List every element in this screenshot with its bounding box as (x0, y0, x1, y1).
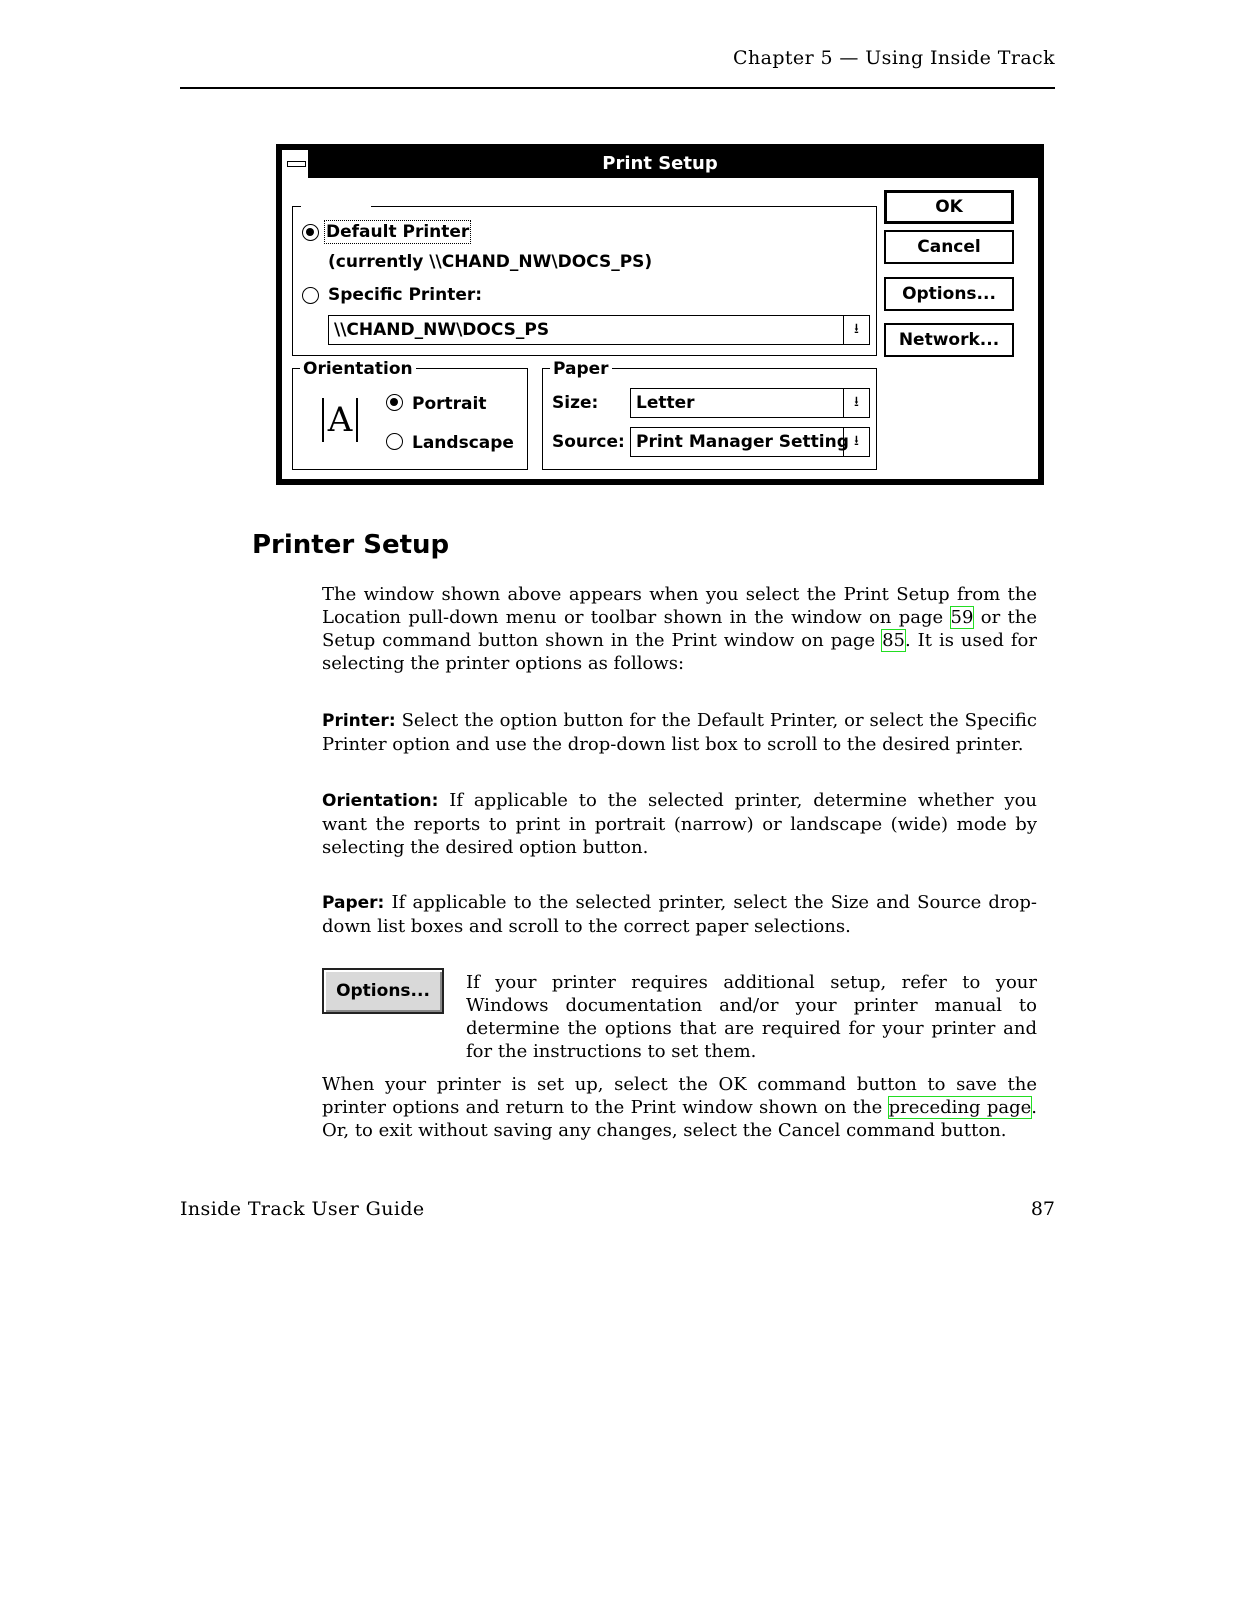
chapter-title: Chapter 5 — Using Inside Track (733, 47, 1055, 69)
cancel-button[interactable]: Cancel (884, 230, 1014, 264)
specific-printer-dropdown[interactable] (328, 315, 870, 345)
specific-printer-label[interactable]: Specific Printer: (328, 285, 483, 305)
ok-button[interactable]: OK (884, 190, 1014, 224)
dialog-title: Print Setup (602, 153, 718, 174)
system-menu-icon (287, 161, 306, 167)
paper-size-value: Letter (636, 393, 695, 413)
printer-term: Printer: (322, 711, 396, 731)
options-button[interactable]: Options... (884, 277, 1014, 311)
printer-paragraph: Printer: Select the option button for the Default Printer, or select the Specific Printer option and use the drop-down list box to scroll to the desired printer. (322, 710, 1037, 755)
paper-size-label: Size: (552, 393, 599, 413)
page-85-link[interactable]: 85 (882, 630, 905, 651)
paper-paragraph: Paper: If applicable to the selected printer, select the Size and Source drop-down list boxes and scroll to the correct paper selections. (322, 892, 1037, 937)
intro-paragraph: The window shown above appears when you select the Print Setup from the Location pull-down menu or toolbar shown in the window on page 59 or the Setup command button shown in the Print window on page 85. It is used for selecting the printer options as follows: (322, 584, 1037, 674)
footer-guide-title: Inside Track User Guide (180, 1198, 425, 1220)
default-printer-label[interactable]: Default Printer (326, 222, 470, 242)
section-heading: Printer Setup (252, 530, 450, 560)
specific-printer-radio[interactable] (302, 287, 319, 304)
landscape-label[interactable]: Landscape (412, 433, 514, 453)
orientation-paragraph: Orientation: If applicable to the selected printer, determine whether you want the reports to print in portrait (narrow) or landscape (wide) mode by selecting the desired option button. (322, 790, 1037, 858)
paper-group-label: Paper (550, 360, 612, 378)
page-59-link[interactable]: 59 (950, 607, 974, 628)
paper-source-label: Source: (552, 432, 625, 452)
page-header (180, 47, 1055, 89)
paper-term: Paper: (322, 893, 385, 913)
print-setup-dialog (276, 144, 1044, 485)
network-button[interactable]: Network... (884, 323, 1014, 357)
default-printer-radio[interactable] (302, 224, 319, 241)
portrait-page-icon: A (322, 398, 358, 442)
orientation-group-label: Orientation (300, 360, 416, 378)
portrait-radio[interactable] (386, 394, 403, 411)
orientation-term: Orientation: (322, 791, 439, 811)
options-paragraph: If your printer requires additional setup, refer to your Windows documentation and/or your printer manual to determine the options that are required for your printer and for the instructions to set them. (466, 972, 1037, 1062)
dropdown-arrow-icon[interactable]: ⭳ (843, 428, 869, 456)
paper-size-dropdown[interactable] (630, 388, 870, 418)
landscape-radio[interactable] (386, 433, 403, 450)
paper-source-dropdown[interactable] (630, 427, 870, 457)
closing-paragraph: When your printer is set up, select the OK command button to save the printer options and return to the Print window shown on the preceding page. Or, to exit without saving any changes, select the Cancel command button. (322, 1074, 1038, 1141)
dropdown-arrow-icon[interactable]: ⭳ (843, 316, 869, 344)
dropdown-arrow-icon[interactable]: ⭳ (843, 389, 869, 417)
dialog-titlebar (282, 150, 1038, 178)
page-number: 87 (1030, 1198, 1055, 1220)
default-printer-current: (currently \\CHAND_NW\DOCS_PS) (328, 252, 653, 272)
paper-source-value: Print Manager Setting (636, 432, 849, 452)
portrait-label[interactable]: Portrait (412, 394, 487, 414)
system-menu-button[interactable] (282, 150, 310, 178)
specific-printer-value: \\CHAND_NW\DOCS_PS (334, 320, 550, 340)
options-button-illustration: Options... (322, 968, 444, 1014)
preceding-page-link[interactable]: preceding page (888, 1097, 1032, 1118)
